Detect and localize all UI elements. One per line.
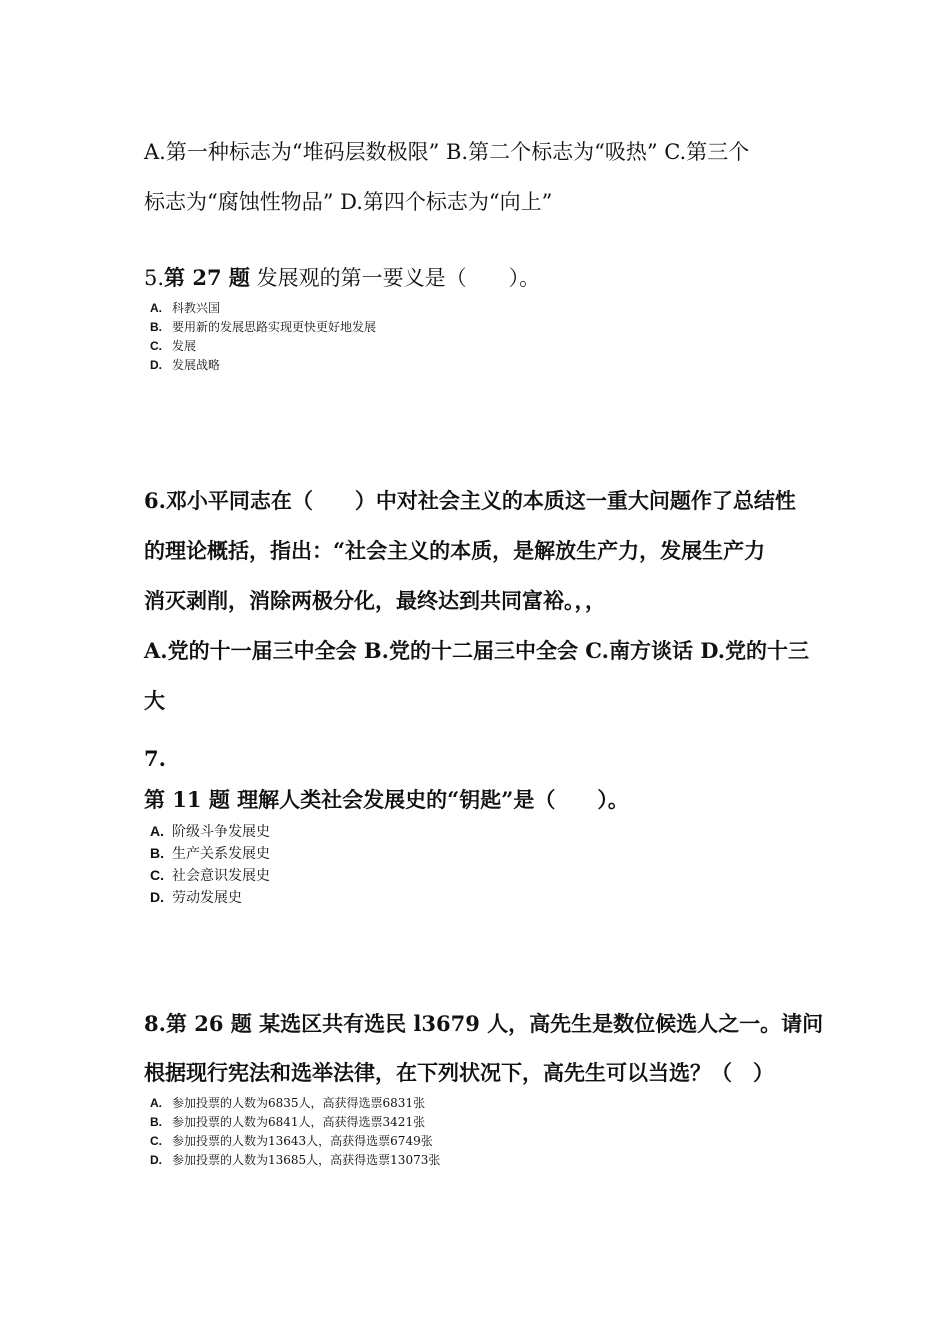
q7-option-b: B. 生产关系发展史 [150, 845, 270, 862]
q6-line-3: 消灭剥削，消除两极分化，最终达到共同富裕。，， [144, 588, 606, 613]
q8-option-d: D. 参加投票的人数为13685人，高获得选票13073张 [150, 1153, 441, 1167]
q7-option-a: A. 阶级斗争发展史 [150, 823, 270, 840]
q4-options-line-1: A.第一种标志为“堆码层数极限” B.第二个标志为“吸热” C.第三个 [144, 140, 750, 164]
q6-line-2: 的理论概括，指出：“社会主义的本质，是解放生产力，发展生产力 [144, 538, 766, 563]
q7-number: 7. [144, 746, 166, 771]
q7-heading: 第 11 题 理解人类社会发展史的“钥匙”是（ ）。 [144, 787, 629, 812]
q7-option-d: D. 劳动发展史 [150, 889, 242, 906]
q5-option-a: A. 科教兴国 [150, 301, 221, 315]
q8-line-1: 8.第 26 题 某选区共有选民 l3679 人，高先生是数位候选人之一。请问 [144, 1011, 824, 1036]
q6-line-1: 6.邓小平同志在（ ）中对社会主义的本质这一重大问题作了总结性 [144, 488, 796, 513]
q7-option-c: C. 社会意识发展史 [150, 867, 270, 884]
q8-option-b: B. 参加投票的人数为6841人，高获得选票3421张 [150, 1115, 426, 1129]
q8-line-2: 根据现行宪法和选举法律，在下列状况下，高先生可以当选？（ ） [144, 1060, 774, 1085]
q6-line-4: A.党的十一届三中全会 B.党的十二届三中全会 C.南方谈话 D.党的十三 [144, 638, 810, 663]
q5-label: 第 27 题 [164, 265, 250, 290]
q5-number: 5. [144, 266, 165, 290]
q5-text: 发展观的第一要义是（ ）。 [249, 266, 541, 290]
q5-option-c: C. 发展 [150, 339, 197, 353]
q5-heading [144, 262, 540, 292]
q5-option-b: B. 要用新的发展思路实现更快更好地发展 [150, 320, 377, 334]
q6-line-5: 大 [144, 688, 165, 713]
q5-option-d: D. 发展战略 [150, 358, 221, 372]
q8-option-c: C. 参加投票的人数为13643人，高获得选票6749张 [150, 1134, 433, 1148]
q8-option-a: A. 参加投票的人数为6835人，高获得选票6831张 [150, 1096, 426, 1110]
q4-options-line-2: 标志为“腐蚀性物品” D.第四个标志为“向上” [144, 190, 553, 214]
